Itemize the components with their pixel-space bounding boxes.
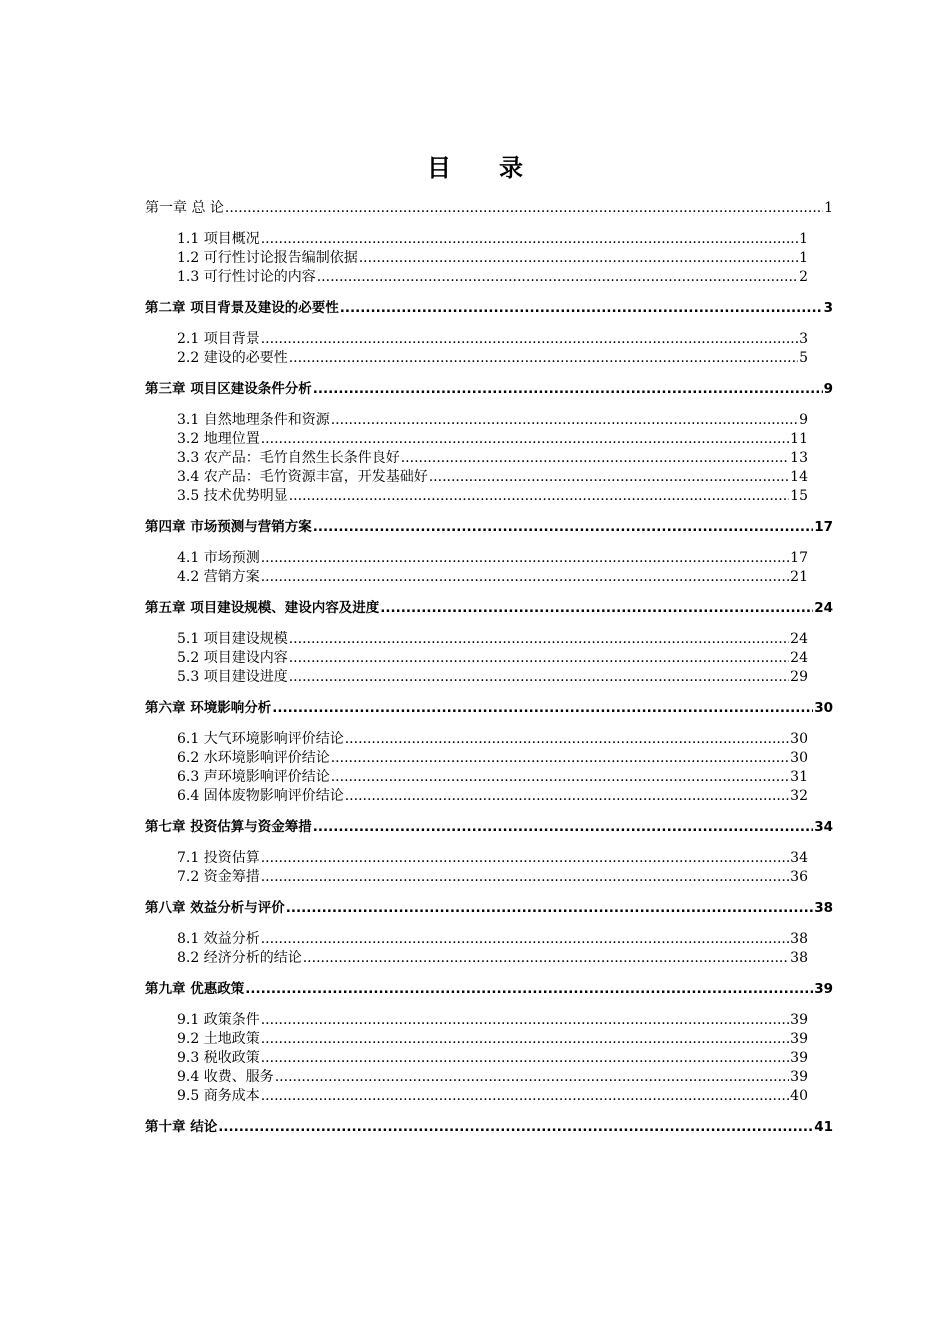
dot-leader bbox=[225, 199, 823, 218]
section-title: 6.4 固体废物影响评价结论 bbox=[177, 788, 344, 804]
toc-section-entry[interactable] bbox=[145, 868, 808, 887]
toc-section-entry[interactable] bbox=[145, 949, 808, 968]
section-page-number: 32 bbox=[790, 788, 808, 804]
section-title: 5.1 项目建设规模 bbox=[177, 631, 288, 647]
dot-leader bbox=[289, 668, 789, 687]
dot-leader bbox=[380, 599, 813, 618]
dot-leader bbox=[289, 349, 798, 368]
section-title: 7.2 资金筹措 bbox=[177, 869, 260, 885]
chapter-title: 第二章 项目背景及建设的必要性 bbox=[145, 300, 339, 316]
toc-chapter-entry[interactable] bbox=[145, 518, 833, 537]
toc-section-entry[interactable] bbox=[145, 449, 808, 468]
dot-leader bbox=[289, 487, 789, 506]
chapter-title: 第九章 优惠政策 bbox=[145, 981, 245, 997]
toc-section-entry[interactable] bbox=[145, 1030, 808, 1049]
toc-group bbox=[145, 818, 833, 887]
section-title: 6.3 声环境影响评价结论 bbox=[177, 769, 330, 785]
chapter-page-number: 17 bbox=[814, 519, 833, 535]
section-page-number: 1 bbox=[799, 250, 808, 266]
toc-section-entry[interactable] bbox=[145, 330, 808, 349]
dot-leader bbox=[340, 299, 823, 318]
section-title: 5.2 项目建设内容 bbox=[177, 650, 288, 666]
section-title: 7.1 投资估算 bbox=[177, 850, 260, 866]
chapter-page-number: 3 bbox=[823, 300, 833, 316]
dot-leader bbox=[313, 518, 814, 537]
toc-section-entry[interactable] bbox=[145, 930, 808, 949]
toc-section-entry[interactable] bbox=[145, 749, 808, 768]
section-title: 8.2 经济分析的结论 bbox=[177, 950, 302, 966]
toc-section-entry[interactable] bbox=[145, 849, 808, 868]
section-page-number: 38 bbox=[790, 931, 808, 947]
dot-leader bbox=[261, 1087, 789, 1106]
section-page-number: 24 bbox=[790, 650, 808, 666]
toc-group bbox=[145, 299, 833, 368]
title-char-1: 目 bbox=[427, 154, 451, 182]
toc-chapter-entry[interactable] bbox=[145, 199, 833, 218]
section-title: 5.3 项目建设进度 bbox=[177, 669, 288, 685]
toc-chapter-entry[interactable] bbox=[145, 599, 833, 618]
section-title: 4.1 市场预测 bbox=[177, 550, 260, 566]
section-title: 3.4 农产品：毛竹资源丰富，开发基础好 bbox=[177, 469, 428, 485]
dot-leader bbox=[345, 787, 789, 806]
toc-section-entry[interactable] bbox=[145, 1068, 808, 1087]
dot-leader bbox=[261, 1030, 789, 1049]
section-page-number: 39 bbox=[790, 1050, 808, 1066]
chapter-page-number: 24 bbox=[814, 600, 833, 616]
section-page-number: 11 bbox=[790, 431, 808, 447]
toc-chapter-entry[interactable] bbox=[145, 1118, 833, 1137]
dot-leader bbox=[359, 249, 798, 268]
toc-section-entry[interactable] bbox=[145, 630, 808, 649]
dot-leader bbox=[317, 268, 798, 287]
dot-leader bbox=[429, 468, 789, 487]
section-title: 4.2 营销方案 bbox=[177, 569, 260, 585]
toc-section-entry[interactable] bbox=[145, 549, 808, 568]
section-title: 9.3 税收政策 bbox=[177, 1050, 260, 1066]
chapter-title: 第三章 项目区建设条件分析 bbox=[145, 381, 312, 397]
dot-leader bbox=[218, 1118, 813, 1137]
section-title: 2.1 项目背景 bbox=[177, 331, 260, 347]
section-title: 1.2 可行性讨论报告编制依据 bbox=[177, 250, 358, 266]
section-title: 6.2 水环境影响评价结论 bbox=[177, 750, 330, 766]
chapter-page-number: 39 bbox=[814, 981, 833, 997]
section-page-number: 21 bbox=[790, 569, 808, 585]
chapter-title: 第一章 总 论 bbox=[145, 200, 224, 216]
dot-leader bbox=[261, 849, 789, 868]
section-page-number: 39 bbox=[790, 1012, 808, 1028]
section-page-number: 30 bbox=[790, 750, 808, 766]
toc-section-entry[interactable] bbox=[145, 349, 808, 368]
section-title: 3.1 自然地理条件和资源 bbox=[177, 412, 330, 428]
chapter-title: 第五章 项目建设规模、建设内容及进度 bbox=[145, 600, 380, 616]
section-title: 1.1 项目概况 bbox=[177, 231, 260, 247]
table-of-contents bbox=[145, 199, 833, 1149]
toc-section-entry[interactable] bbox=[145, 249, 808, 268]
section-page-number: 38 bbox=[790, 950, 808, 966]
toc-section-entry[interactable] bbox=[145, 568, 808, 587]
chapter-title: 第四章 市场预测与营销方案 bbox=[145, 519, 312, 535]
dot-leader bbox=[345, 730, 789, 749]
toc-section-entry[interactable] bbox=[145, 1049, 808, 1068]
toc-group bbox=[145, 1118, 833, 1137]
section-title: 8.1 效益分析 bbox=[177, 931, 260, 947]
dot-leader bbox=[261, 868, 789, 887]
toc-group bbox=[145, 980, 833, 1106]
page-title bbox=[0, 148, 950, 183]
toc-section-entry[interactable] bbox=[145, 1011, 808, 1030]
section-page-number: 3 bbox=[799, 331, 808, 347]
dot-leader bbox=[303, 949, 789, 968]
dot-leader bbox=[401, 449, 789, 468]
section-page-number: 39 bbox=[790, 1069, 808, 1085]
chapter-page-number: 34 bbox=[814, 819, 833, 835]
toc-group bbox=[145, 518, 833, 587]
toc-chapter-entry[interactable] bbox=[145, 899, 833, 918]
section-title: 9.2 土地政策 bbox=[177, 1031, 260, 1047]
toc-chapter-entry[interactable] bbox=[145, 980, 833, 999]
section-title: 9.1 政策条件 bbox=[177, 1012, 260, 1028]
section-page-number: 31 bbox=[790, 769, 808, 785]
toc-group bbox=[145, 899, 833, 968]
toc-section-entry[interactable] bbox=[145, 649, 808, 668]
chapter-page-number: 41 bbox=[814, 1119, 833, 1135]
dot-leader bbox=[331, 768, 789, 787]
dot-leader bbox=[261, 930, 789, 949]
section-page-number: 14 bbox=[790, 469, 808, 485]
toc-section-entry[interactable] bbox=[145, 730, 808, 749]
section-page-number: 13 bbox=[790, 450, 808, 466]
section-page-number: 36 bbox=[790, 869, 808, 885]
toc-section-entry[interactable] bbox=[145, 768, 808, 787]
toc-section-entry[interactable] bbox=[145, 468, 808, 487]
section-title: 9.5 商务成本 bbox=[177, 1088, 260, 1104]
dot-leader bbox=[261, 549, 789, 568]
section-page-number: 5 bbox=[799, 350, 808, 366]
toc-group bbox=[145, 699, 833, 806]
section-page-number: 1 bbox=[799, 231, 808, 247]
chapter-title: 第六章 环境影响分析 bbox=[145, 700, 272, 716]
section-page-number: 30 bbox=[790, 731, 808, 747]
dot-leader bbox=[275, 1068, 789, 1087]
dot-leader bbox=[313, 380, 823, 399]
dot-leader bbox=[331, 749, 789, 768]
dot-leader bbox=[261, 1011, 789, 1030]
dot-leader bbox=[313, 818, 814, 837]
toc-chapter-entry[interactable] bbox=[145, 299, 833, 318]
toc-group bbox=[145, 599, 833, 687]
dot-leader bbox=[245, 980, 813, 999]
chapter-page-number: 38 bbox=[814, 900, 833, 916]
dot-leader bbox=[261, 230, 798, 249]
dot-leader bbox=[331, 411, 798, 430]
section-title: 2.2 建设的必要性 bbox=[177, 350, 288, 366]
toc-section-entry[interactable] bbox=[145, 787, 808, 806]
section-page-number: 39 bbox=[790, 1031, 808, 1047]
toc-section-entry[interactable] bbox=[145, 1087, 808, 1106]
toc-chapter-entry[interactable] bbox=[145, 699, 833, 718]
toc-group bbox=[145, 380, 833, 506]
section-page-number: 2 bbox=[799, 269, 808, 285]
section-page-number: 29 bbox=[790, 669, 808, 685]
dot-leader bbox=[272, 699, 813, 718]
chapter-title: 第七章 投资估算与资金筹措 bbox=[145, 819, 312, 835]
dot-leader bbox=[261, 430, 789, 449]
chapter-page-number: 30 bbox=[814, 700, 833, 716]
dot-leader bbox=[261, 330, 798, 349]
chapter-title: 第十章 结论 bbox=[145, 1119, 218, 1135]
dot-leader bbox=[261, 1049, 789, 1068]
section-title: 3.3 农产品：毛竹自然生长条件良好 bbox=[177, 450, 400, 466]
chapter-page-number: 9 bbox=[823, 381, 833, 397]
dot-leader bbox=[286, 899, 814, 918]
section-title: 6.1 大气环境影响评价结论 bbox=[177, 731, 344, 747]
toc-section-entry[interactable] bbox=[145, 487, 808, 506]
section-page-number: 24 bbox=[790, 631, 808, 647]
chapter-title: 第八章 效益分析与评价 bbox=[145, 900, 285, 916]
chapter-page-number: 1 bbox=[824, 200, 833, 216]
toc-section-entry[interactable] bbox=[145, 230, 808, 249]
section-page-number: 9 bbox=[799, 412, 808, 428]
toc-chapter-entry[interactable] bbox=[145, 818, 833, 837]
section-title: 1.3 可行性讨论的内容 bbox=[177, 269, 316, 285]
toc-group bbox=[145, 199, 833, 287]
section-page-number: 17 bbox=[790, 550, 808, 566]
toc-chapter-entry[interactable] bbox=[145, 380, 833, 399]
section-page-number: 40 bbox=[790, 1088, 808, 1104]
toc-section-entry[interactable] bbox=[145, 268, 808, 287]
title-char-2: 录 bbox=[499, 154, 523, 182]
toc-section-entry[interactable] bbox=[145, 430, 808, 449]
dot-leader bbox=[289, 630, 789, 649]
toc-section-entry[interactable] bbox=[145, 411, 808, 430]
section-title: 3.2 地理位置 bbox=[177, 431, 260, 447]
section-title: 9.4 收费、服务 bbox=[177, 1069, 274, 1085]
toc-section-entry[interactable] bbox=[145, 668, 808, 687]
dot-leader bbox=[261, 568, 789, 587]
dot-leader bbox=[289, 649, 789, 668]
section-page-number: 34 bbox=[790, 850, 808, 866]
section-page-number: 15 bbox=[790, 488, 808, 504]
section-title: 3.5 技术优势明显 bbox=[177, 488, 288, 504]
